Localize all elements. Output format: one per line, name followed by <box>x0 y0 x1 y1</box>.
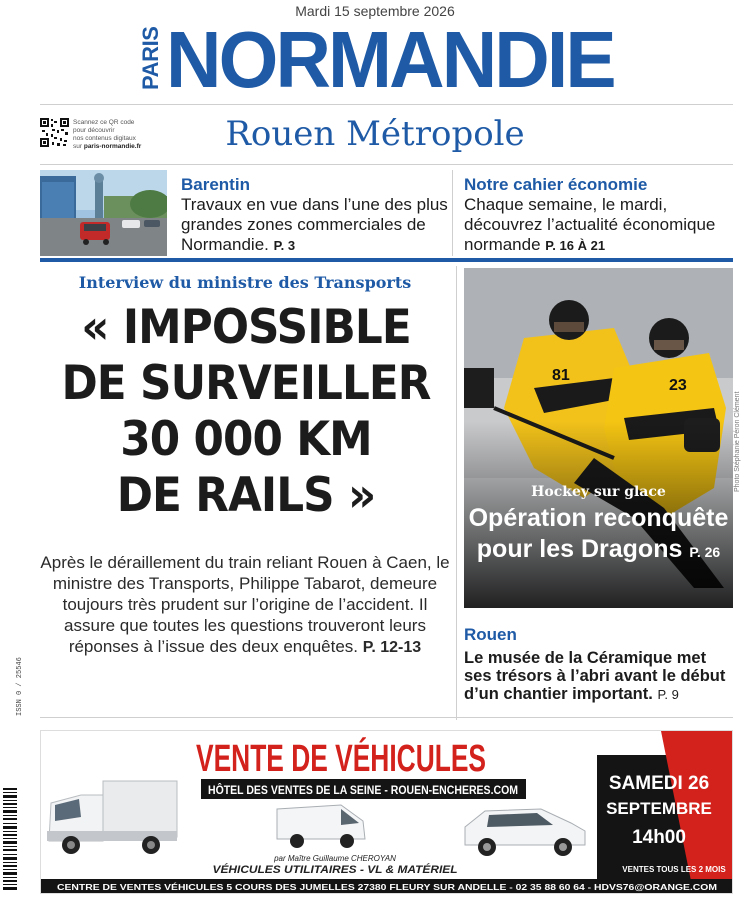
edition-title: Rouen Métropole <box>225 114 525 154</box>
sport-kicker: Hockey sur glace <box>531 484 666 500</box>
page-ref: P. 12-13 <box>362 639 422 656</box>
issn-code: ISSN 0 / 25546 <box>16 657 24 716</box>
brief-divider <box>452 170 453 256</box>
svg-text:par Maître Guillaume CHEROYAN: par Maître Guillaume CHEROYAN <box>274 854 396 863</box>
brief-kicker: Rouen <box>464 625 517 644</box>
svg-text:SAMEDI 26: SAMEDI 26 <box>608 773 710 794</box>
ad-rule <box>40 717 733 718</box>
sport-title[interactable]: Opération reconquête pour les Dragons P. 26 <box>468 504 729 563</box>
svg-text:VENTE DE VÉHICULES: VENTE DE VÉHICULES <box>196 738 615 780</box>
brief-kicker: Barentin <box>181 175 250 194</box>
lead-headline[interactable]: « IMPOSSIBLE DE SURVEILLER 30 000 KM DE RAILS » <box>61 300 431 523</box>
site-link[interactable]: paris-normandie.fr <box>83 143 142 150</box>
page-ref: P. 26 <box>689 544 721 560</box>
svg-text:VENTES TOUS LES 2 MOIS: VENTES TOUS LES 2 MOIS <box>622 865 726 874</box>
lead-body: Après le déraillement du train reliant Rouen à Caen, le ministre des Transports, Philippe Tabarot, demeure toujours très prudent sur l’origine de l’accident. Il assure que toutes les questions trouveront leurs réponses à l’issue des deux enquêtes. P. 12-13 <box>40 553 450 656</box>
issue-date: Mardi 15 septembre 2026 <box>295 3 455 19</box>
masthead-title[interactable]: NORMANDIE <box>166 15 614 104</box>
svg-text:PARIS: PARIS <box>138 26 162 90</box>
svg-text:CENTRE DE VENTES VÉHICULES 5 C: CENTRE DE VENTES VÉHICULES 5 COURS DES JUMELLES 27380 FLEURY SUR ANDELLE - 02 35 88 60 64 - HDVS76@ORANGE.COM <box>57 883 718 892</box>
masthead-paris <box>138 24 162 92</box>
brief-text: Chaque semaine, le mardi, découvrez l’actualité économique normande P. 16 À 21 <box>464 195 716 254</box>
svg-text:14h00: 14h00 <box>632 827 686 848</box>
masthead-rule <box>40 104 733 105</box>
brief-rouen[interactable] <box>464 624 732 704</box>
qr-caption: Scannez ce QR code pour découvrir nos contenus digitaux sur paris-normandie.fr <box>73 119 142 150</box>
brief-economie[interactable] <box>464 175 732 256</box>
barentin-photo[interactable] <box>40 170 167 256</box>
vehicle-sale-ad[interactable] <box>40 730 733 894</box>
lead-kicker: Interview du ministre des Transports <box>78 273 412 292</box>
edition-rule <box>40 164 733 165</box>
brief-text: Le musée de la Céramique met ses trésors à l’abri avant le début d’un chantier important. P. 9 <box>464 649 726 703</box>
photo-credit: Photo Stéphanie Péron Clément <box>734 391 741 492</box>
section-bar <box>40 258 733 262</box>
svg-text:SEPTEMBRE: SEPTEMBRE <box>606 799 712 818</box>
brief-barentin[interactable] <box>181 175 451 256</box>
page-ref: P. 9 <box>657 687 679 702</box>
column-divider <box>456 266 457 720</box>
brief-kicker: Notre cahier économie <box>464 175 648 194</box>
barcode-icon <box>3 788 17 893</box>
svg-text:HÔTEL DES VENTES DE LA SEINE -: HÔTEL DES VENTES DE LA SEINE - ROUEN-ENCHERES.COM <box>208 783 563 797</box>
svg-text:VÉHICULES UTILITAIRES - VL & M: VÉHICULES UTILITAIRES - VL & MATÉRIEL <box>212 864 439 876</box>
page-ref: P. 16 À 21 <box>545 238 606 253</box>
page-ref: P. 3 <box>273 238 296 253</box>
brief-text: Travaux en vue dans l’une des plus grandes zones commerciales de Normandie. P. 3 <box>181 195 448 254</box>
